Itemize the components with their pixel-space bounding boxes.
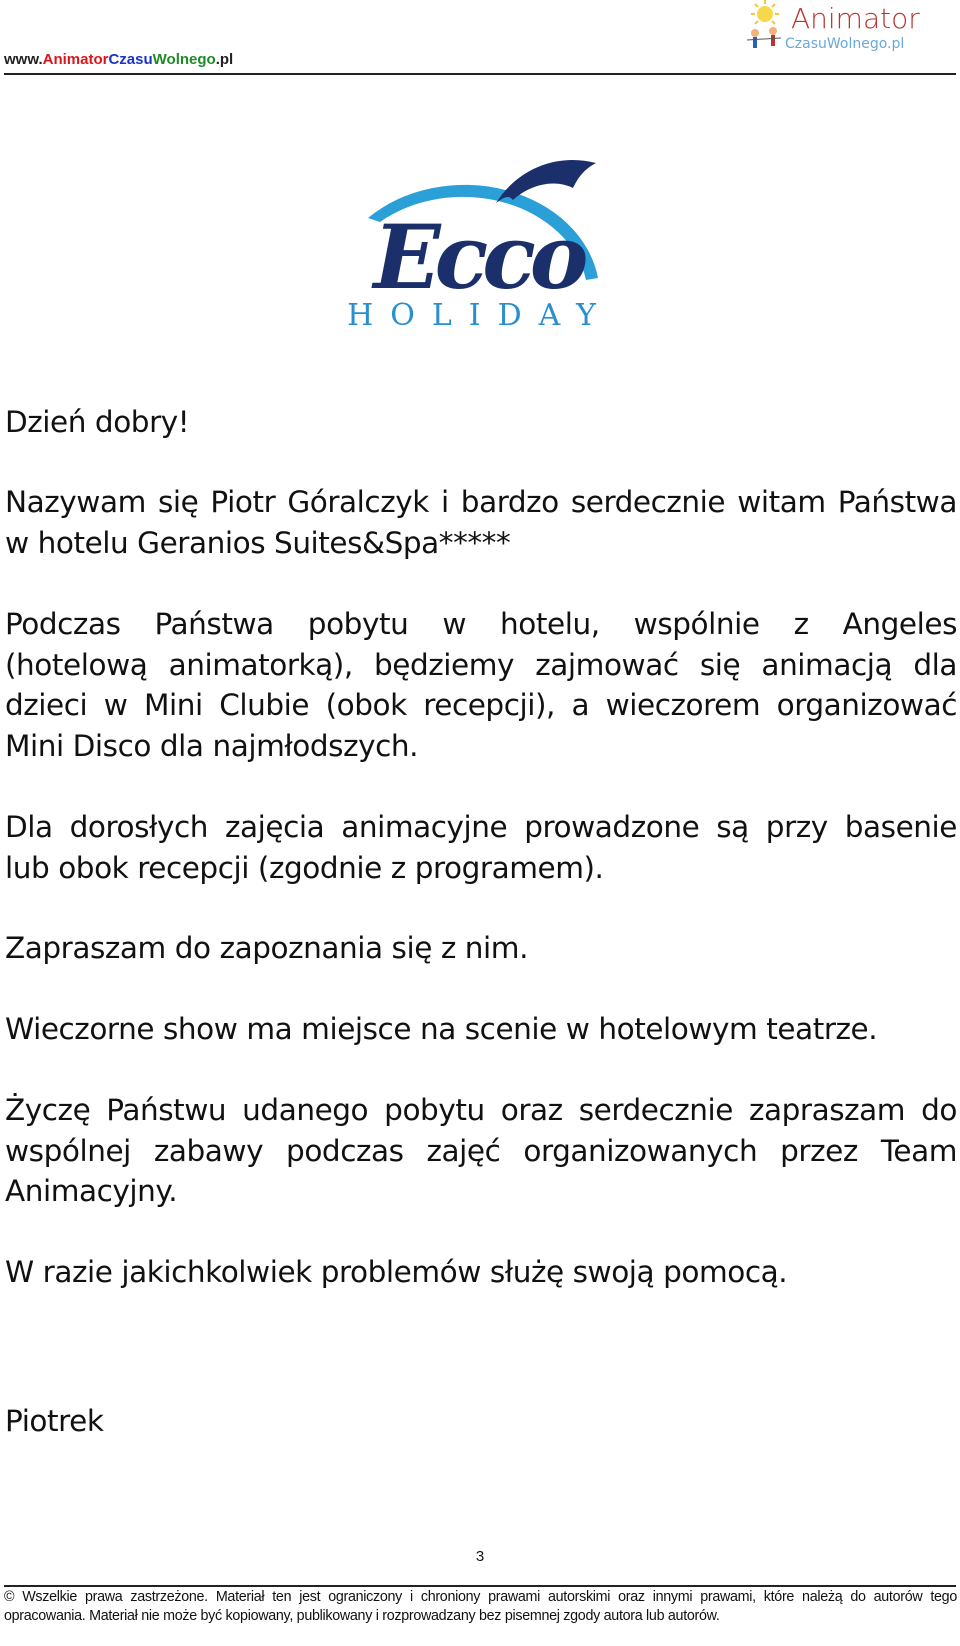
footer-divider bbox=[4, 1585, 956, 1587]
text-line: Podczas Państwa pobytu w hotelu, wspólnie z Angeles bbox=[5, 607, 957, 641]
url-part: Animator bbox=[42, 51, 109, 68]
paragraph-wishes bbox=[5, 1090, 957, 1212]
text-line: Dla dorosłych zajęcia animacyjne prowadzone są przy basenie bbox=[5, 810, 957, 844]
page-number: 3 bbox=[475, 1548, 485, 1565]
ecco-holiday-logo bbox=[328, 128, 632, 344]
text-line: Animacyjny. bbox=[5, 1174, 178, 1208]
greeting: Dzień dobry! bbox=[5, 405, 190, 439]
paragraph-intro bbox=[5, 482, 957, 563]
copyright-notice: © Wszelkie prawa zastrzeżone. Materiał ten jest ograniczony i chroniony prawami autorskimi oraz innymi prawami, które należą do autorów tego opracowania. Materiał nie może być kopiowany, publikowany i rozprowadzany bez pisemnej zgody autora lub autorów. bbox=[4, 1589, 957, 1624]
paragraph-adults bbox=[5, 807, 957, 888]
text-line: (hotelową animatorką), będziemy zajmować się animacją dla bbox=[5, 647, 957, 682]
url-part: Wolnego bbox=[152, 51, 216, 68]
signature: Piotrek bbox=[5, 1404, 104, 1438]
svg-text:Animator: Animator bbox=[791, 2, 920, 35]
holiday-tagline: HOLIDAY bbox=[347, 298, 613, 333]
children-icon bbox=[747, 27, 781, 48]
animator-czasu-wolnego-logo bbox=[745, 0, 935, 60]
text-line: w hotelu Geranios Suites&Spa***** bbox=[5, 525, 511, 560]
paragraph-animation bbox=[5, 604, 957, 766]
text-line: Mini Disco dla najmłodszych. bbox=[5, 728, 419, 763]
url-part: Czasu bbox=[108, 51, 153, 68]
text-line: wspólnej zabawy podczas zajęć organizowanych przez Team bbox=[5, 1133, 957, 1168]
paragraph-help: W razie jakichkolwiek problemów służę swoją pomocą. bbox=[5, 1255, 788, 1289]
sun-icon bbox=[751, 0, 779, 24]
svg-text:CzasuWolnego.pl: CzasuWolnego.pl bbox=[785, 36, 905, 52]
header-divider bbox=[4, 73, 956, 75]
paragraph-show: Wieczorne show ma miejsce na scenie w hotelowym teatrze. bbox=[5, 1012, 878, 1046]
url-part: www. bbox=[4, 51, 43, 68]
dolphin-icon bbox=[496, 160, 596, 203]
paragraph-invite: Zapraszam do zapoznania się z nim. bbox=[5, 931, 529, 965]
header-website-url[interactable] bbox=[4, 51, 233, 68]
url-part: .pl bbox=[215, 51, 234, 68]
text-line: lub obok recepcji (zgodnie z programem). bbox=[5, 850, 604, 885]
ecco-wordmark: Ecco bbox=[373, 205, 583, 309]
text-line: Nazywam się Piotr Góralczyk i bardzo serdecznie witam Państwa bbox=[5, 485, 957, 519]
text-line: dzieci w Mini Clubie (obok recepcji), a wieczorem organizować bbox=[5, 688, 957, 722]
text-line: Życzę Państwu udanego pobytu oraz serdecznie zapraszam do bbox=[5, 1093, 957, 1127]
